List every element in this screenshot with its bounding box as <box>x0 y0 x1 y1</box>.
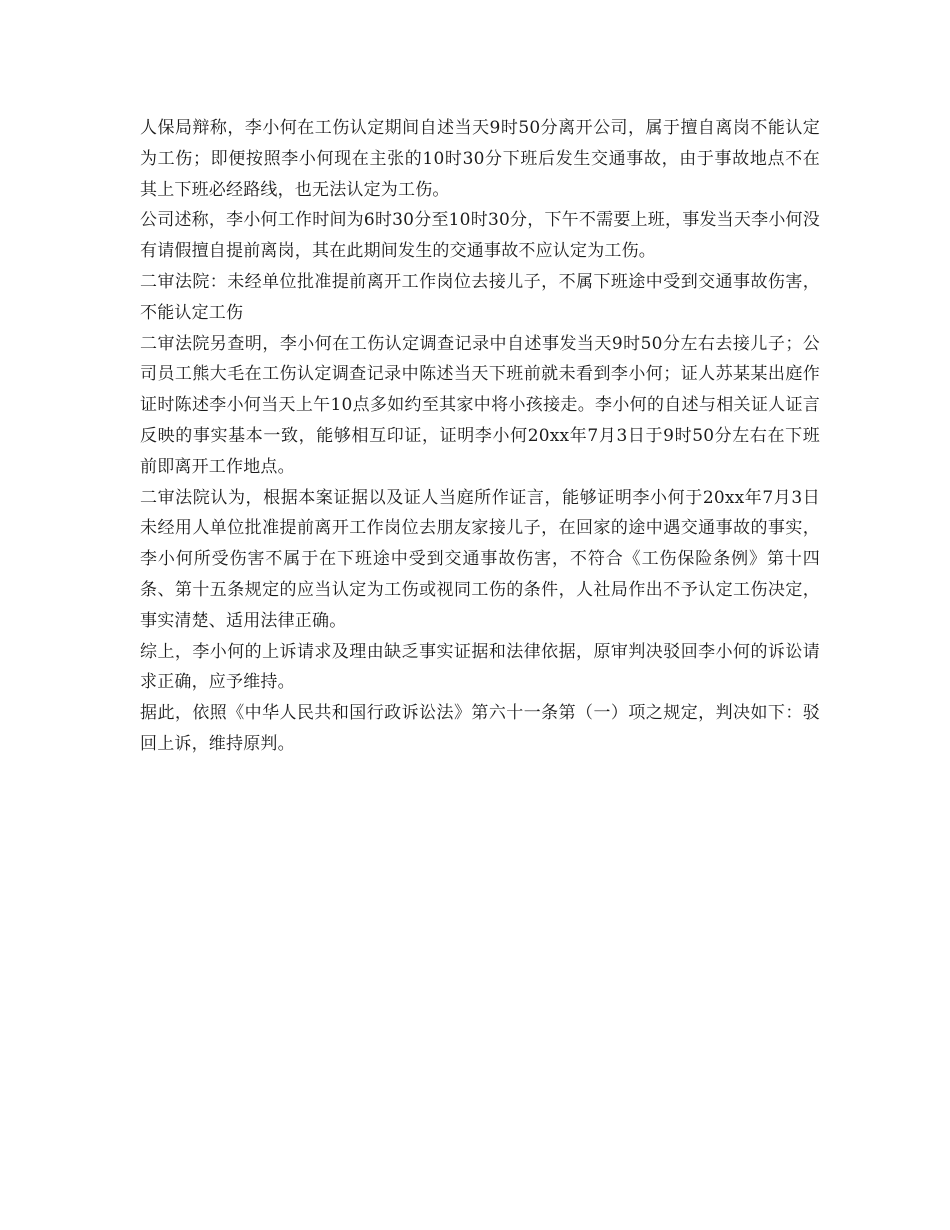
paragraph-6: 综上，李小何的上诉请求及理由缺乏事实证据和法律依据，原审判决驳回李小何的诉讼请求正确，应予维持。 <box>140 641 820 693</box>
paragraph-3: 二审法院：未经单位批准提前离开工作岗位去接儿子，不属下班途中受到交通事故伤害，不能认定工伤 <box>140 271 820 323</box>
document-body <box>140 113 820 760</box>
paragraph-1: 人保局辩称，李小何在工伤认定期间自述当天9时50分离开公司，属于擅自离岗不能认定为工伤；即便按照李小何现在主张的10时30分下班后发生交通事故，由于事故地点不在其上下班必经路线，也无法认定为工伤。 <box>140 118 820 200</box>
paragraph-2: 公司述称，李小何工作时间为6时30分至10时30分，下午不需要上班，事发当天李小何没有请假擅自提前离岗，其在此期间发生的交通事故不应认定为工伤。 <box>140 210 820 262</box>
paragraph-4: 二审法院另查明，李小何在工伤认定调查记录中自述事发当天9时50分左右去接儿子；公司员工熊大毛在工伤认定调查记录中陈述当天下班前就未看到李小何；证人苏某某出庭作证时陈述李小何当天上午10点多如约至其家中将小孩接走。李小何的自述与相关证人证言反映的事实基本一致，能够相互印证，证明李小何20xx年7月3日于9时50分左右在下班前即离开工作地点。 <box>140 333 820 477</box>
paragraph-5: 二审法院认为，根据本案证据以及证人当庭所作证言，能够证明李小何于20xx年7月3日未经用人单位批准提前离开工作岗位去朋友家接儿子，在回家的途中遇交通事故的事实，李小何所受伤害不属于在下班途中受到交通事故伤害，不符合《工伤保险条例》第十四条、第十五条规定的应当认定为工伤或视同工伤的条件，人社局作出不予认定工伤决定，事实清楚、适用法律正确。 <box>140 487 820 631</box>
paragraph-7: 据此，依照《中华人民共和国行政诉讼法》第六十一条第（一）项之规定，判决如下：驳回上诉，维持原判。 <box>140 703 820 754</box>
